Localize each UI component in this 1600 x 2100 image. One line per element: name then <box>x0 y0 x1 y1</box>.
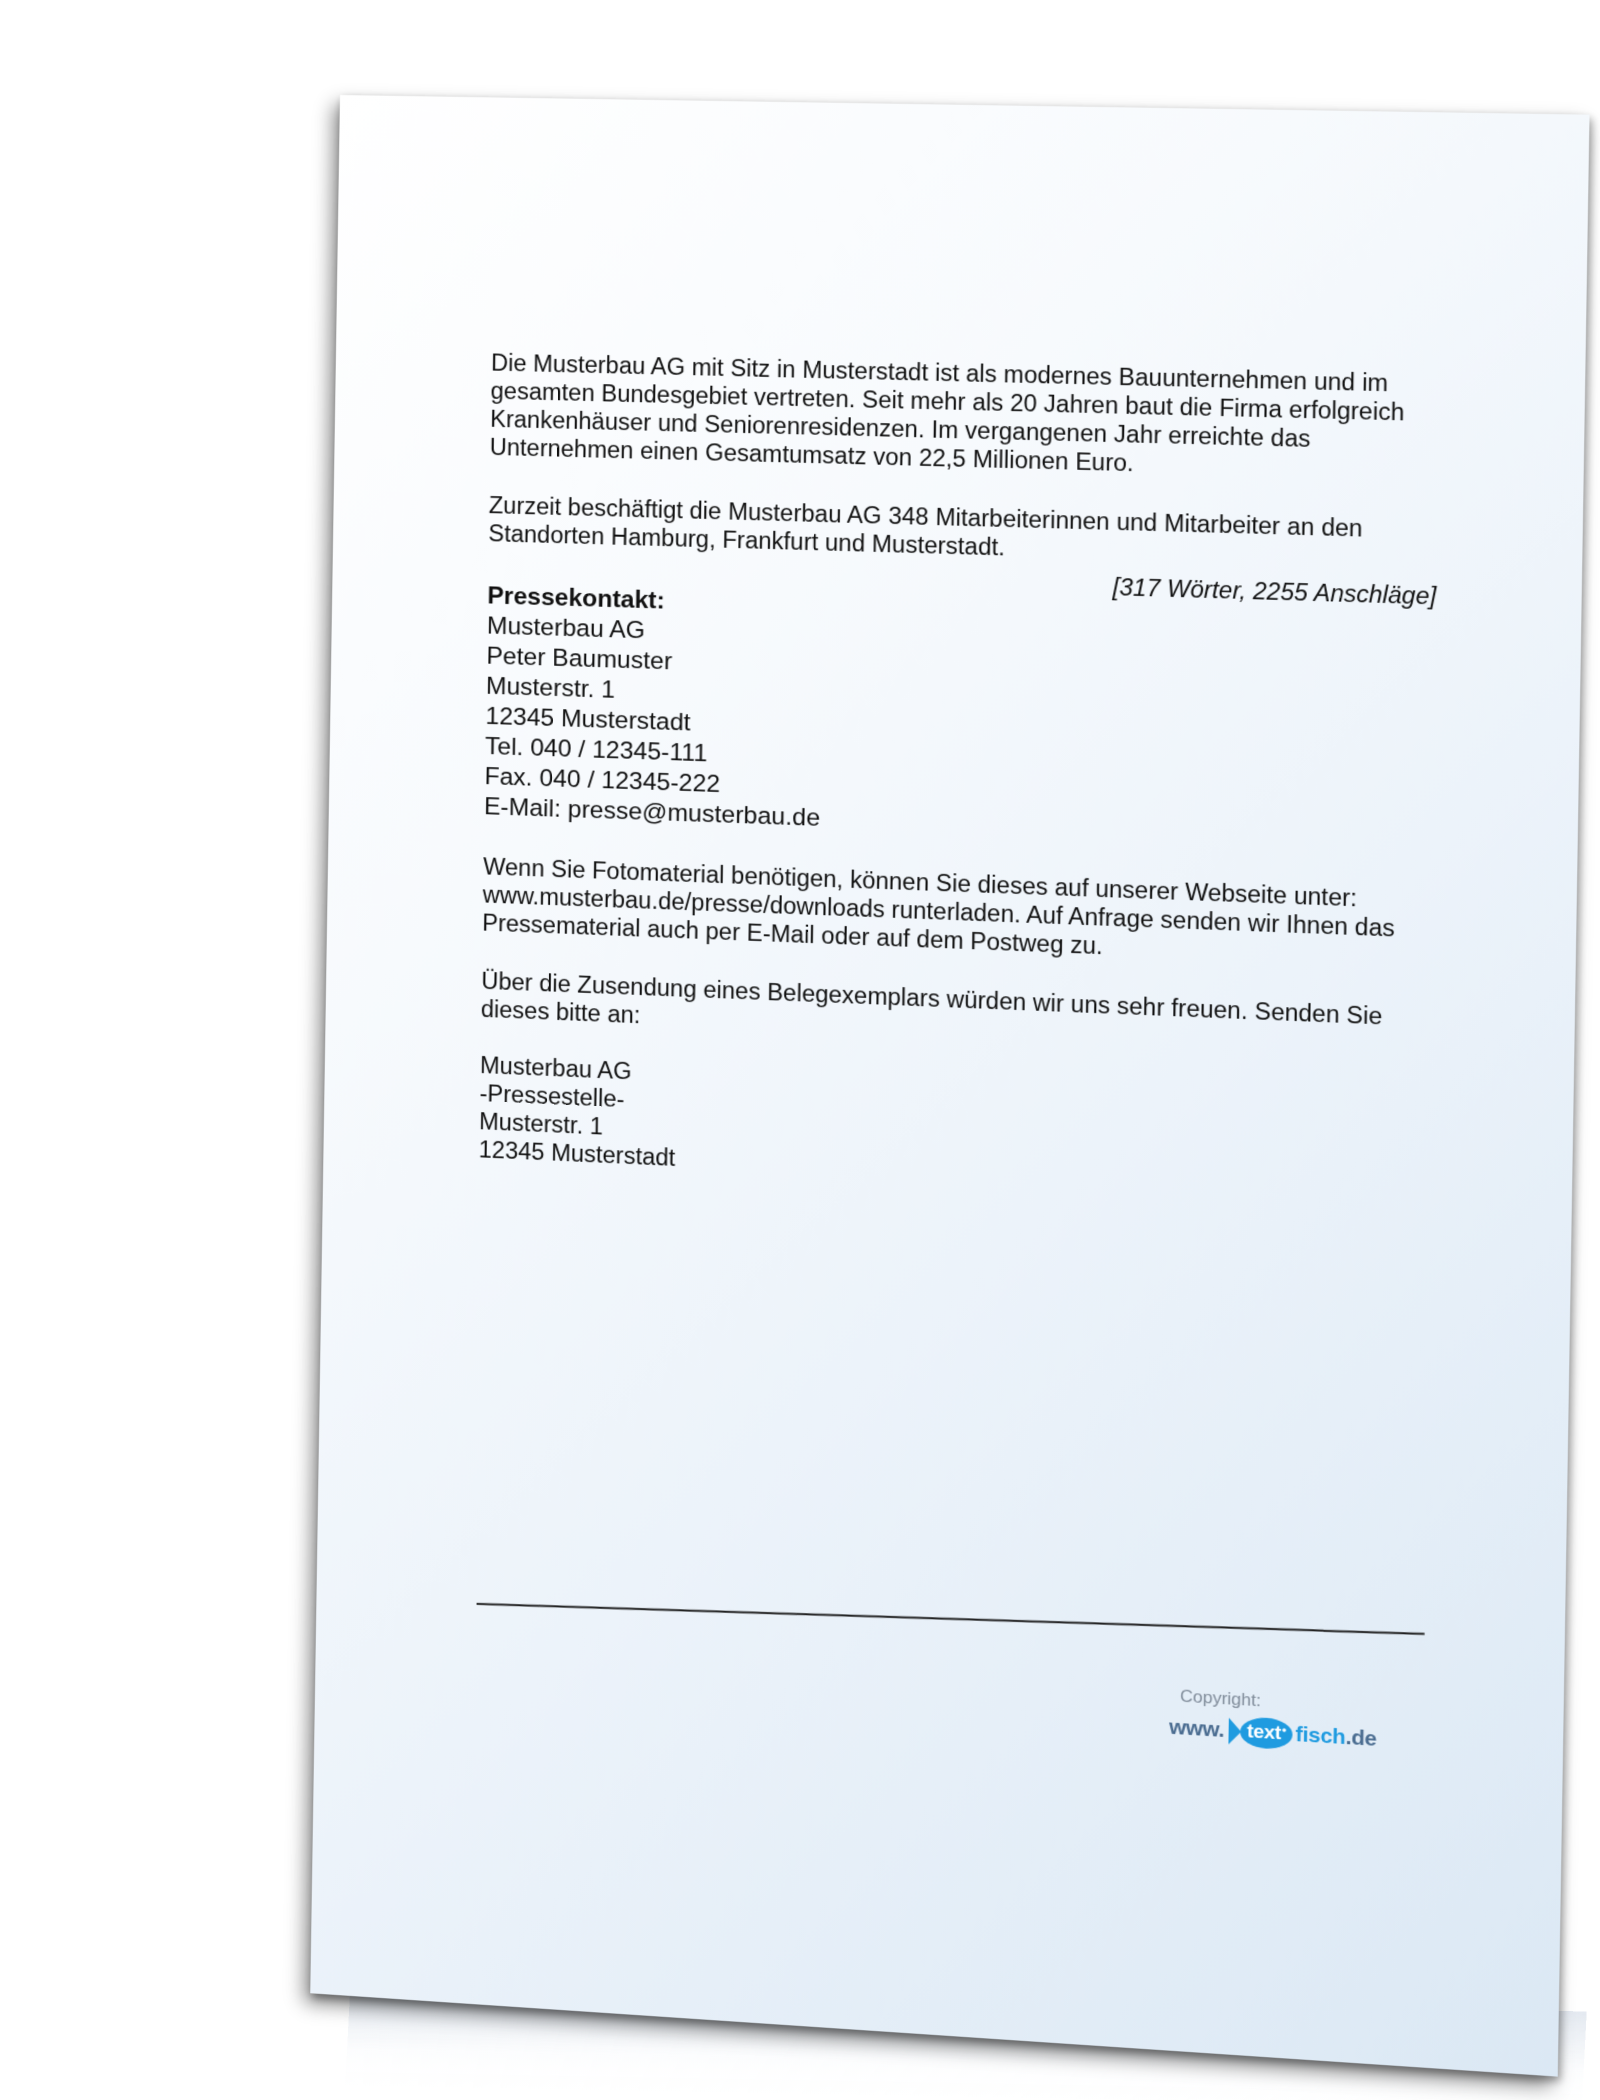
copyright-label: Copyright: <box>1179 1686 1262 1711</box>
textfisch-logo <box>1169 1710 1377 1757</box>
specimen-copy-paragraph: Über die Zusendung eines Belegexemplars würden wir uns sehr freuen. Senden Sie dieses bitte an: <box>480 967 1383 1030</box>
press-contact-email: E-Mail: presse@musterbau.de <box>483 793 821 832</box>
logo-fish-text: text <box>1246 1720 1282 1745</box>
document-body <box>478 348 1439 1205</box>
copyright-badge <box>1169 1686 1401 1761</box>
fish-icon <box>1226 1714 1294 1753</box>
press-contact-street: Musterstr. 1 <box>485 672 616 704</box>
photo-material-paragraph: Wenn Sie Fotomaterial benötigen, können Sie dieses auf unserer Webseite unter: www.musterbau.de/presse/downloads runterladen. Auf Anfrage senden wir Ihnen das Pressematerial auch per E-Mail oder auf dem Postweg zu. <box>482 853 1395 960</box>
return-address-company: Musterbau AG <box>479 1051 632 1085</box>
press-contact-title: Pressekontakt: <box>487 582 666 615</box>
logo-prefix: www. <box>1168 1715 1225 1743</box>
return-address <box>478 1051 1428 1205</box>
word-count: [317 Wörter, 2255 Anschläge] <box>1112 573 1437 610</box>
company-paragraph: Die Musterbau AG mit Sitz in Musterstadt ist als modernes Bauunternehmen und im gesamten Bundesgebiet vertreten. Seit mehr als 20 Jahren baut die Firma erfolgreich Krankenhäuser und Seniorenresidenzen. Im vergangenen Jahr erreichte das Unternehmen einen Gesamtumsatz von 22,5 Millionen Euro. <box>489 349 1405 477</box>
logo-name: fisch <box>1295 1722 1346 1750</box>
return-address-street: Musterstr. 1 <box>478 1108 604 1140</box>
press-contact-fax: Fax. 040 / 12345-222 <box>484 762 721 799</box>
press-contact-company: Musterbau AG <box>486 612 646 645</box>
footer-divider <box>477 1603 1425 1635</box>
press-contact <box>484 581 1436 855</box>
press-contact-phone: Tel. 040 / 12345-111 <box>484 732 708 768</box>
document-page <box>310 95 1589 2077</box>
logo-tld: .de <box>1345 1725 1377 1751</box>
return-address-city: 12345 Musterstadt <box>478 1136 676 1171</box>
employees-paragraph: Zurzeit beschäftigt die Musterbau AG 348 Mitarbeiterinnen und Mitarbeiter an den Standorten Hamburg, Frankfurt und Musterstadt. <box>488 491 1363 561</box>
press-contact-person: Peter Baumuster <box>486 642 673 676</box>
press-contact-city: 12345 Musterstadt <box>485 702 691 737</box>
return-address-department: -Pressestelle- <box>479 1080 625 1113</box>
